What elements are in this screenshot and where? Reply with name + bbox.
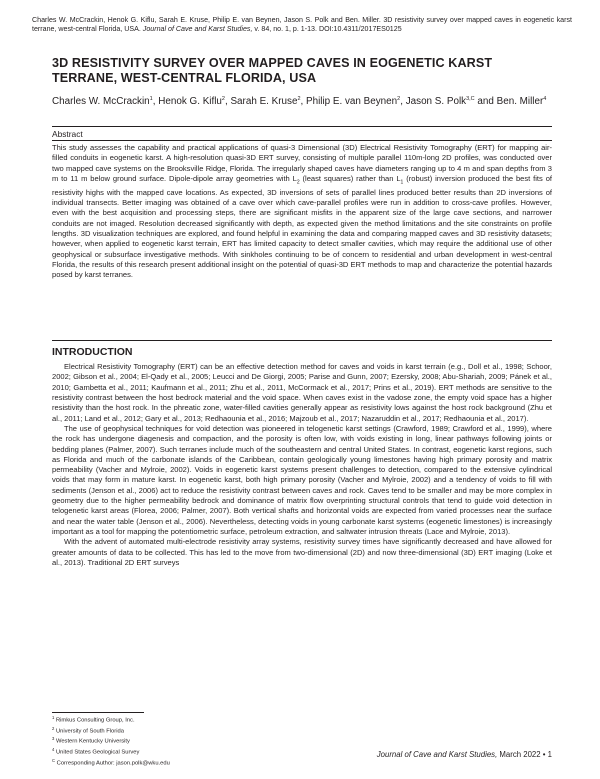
footnote: $^C$ Corresponding Author: jason.polk@wku.edu <box>52 757 170 767</box>
page-footer <box>377 750 552 760</box>
introduction-body <box>52 362 552 568</box>
author-name: Henok G. Kiflu <box>158 96 222 107</box>
abstract-heading: Abstract <box>52 128 552 141</box>
author-name: Jason S. Polk <box>405 96 467 107</box>
footer-date-page: March 2022 • 1 <box>499 750 552 759</box>
article-title: 3D RESISTIVITY SURVEY OVER MAPPED CAVES IN EOGENETIC KARST TERRANE, WEST-CENTRAL FLORIDA, USA <box>52 56 493 86</box>
intro-paragraph: Electrical Resistivity Tomography (ERT) can be an effective detection method for caves and voids in karst terrain (e.g., Doll et al., 1998; Schoor, 2002; Gibson et al., 2004; El-Qady et al., 2005; Leucci and De Giorgi, 2005; Parise and Gunn, 2007; Ezersky, 2008; Abu-Shariah, 2009; Pánek et al., 2010; Gambetta et al., 2011; Kaufmann et al., 2011; Zhu et al., 2011, McCormack et al., 2017; Prins et al., 2019). ERT methods are sensitive to the resistivity contrast between the host bedrock material and the void space. When caves exist in the vadose zone, the empty void space has a higher resistivity than the host rock. In the phreatic zone, water-filled cavities generally appear as resistivity lows against the host rock background (Zhu et al., 2011; Land et al., 2012; Gary et al., 2013; Redhaounia et al., 2016; Majzoub et al., 2017; Nazaruddin et al., 2017; Redhaounia et al., 2017). <box>52 362 552 423</box>
author-affiliation-mark: 3,C <box>466 96 475 102</box>
intro-paragraph: With the advent of automated multi-electrode resistivity array systems, resistivity survey times have significantly decreased and have allowed for greater amounts of data to be collected. This has led to the move from two-dimensional (2D) and now three-dimensional (3D) ERT imaging (Loke et al., 2013). Traditional 2D ERT surveys <box>52 537 552 567</box>
running-head <box>32 16 572 33</box>
footnote: $^4$ United States Geological Survey <box>52 747 140 756</box>
author-name: Philip E. van Beynen <box>306 96 398 107</box>
abstract-text: This study assesses the capability and practical applications of quasi-3 Dimensional (3D) Electrical Resistivity Tomography (ERT) for mapping air-filled conduits in eogenetic karst. A high-resolution quasi-3D ERT survey, consisting of multiple parallel 110m-long 2D profiles, was conducted over two mapped cave systems on the Brooksville Ridge, Florida. The irregularly shaped caves have diameters ranging up to 4 m and span depths from 3 m to 11 m below ground surface. Dipole-dipole array geometries with $L_2$ (least squares) rather than $L_1$ (robust) inversion produced the best fits of resistivity highs with the mapped cave locations. As expected, 3D inversions of sets of parallel lines produced better results than 2D inversions of individual transects. Better imaging was obtained of a cave over which cave-parallel profiles were run in addition to cross-cave profiles. However, even with the best acquisition and processing steps, there are significant misfits in the apparent size of the large cave sections, and narrower conduits are not imaged. Resolution decreased significantly with depth, as expected given the method limitations and the site constraints on profile lengths. 3D visualization techniques are explored, and found helpful in examining the data and comparing mapped caves and 3D resistivity datasets; however, when applied to eogenetic karst terrain, ERT has limited capacity to detect smaller cavities, which may require the additional use of other geophysical or subsurface investigative methods. With sinkholes continuing to be of concern to residential and urban development in west-central Florida, the results of this research present additional insight on the potential of quasi-3D ERT methods to map and characterize the potential hazards posed by karst terranes. <box>52 143 552 280</box>
introduction-heading: INTRODUCTION <box>52 346 133 358</box>
running-head-authors: Charles W. McCrackin, Henok G. Kiflu, Sarah E. Kruse, Philip E. van Beynen, Jason S. Polk and Ben. Miller. <box>32 16 381 24</box>
footnotes <box>52 714 352 768</box>
author-affiliation-mark: 1 <box>149 96 153 102</box>
running-head-citation: v. 84, no. 1, p. 1-13. DOI:10.4311/2017ES0125 <box>254 24 402 33</box>
intro-paragraph: The use of geophysical techniques for void detection was pioneered in telogenetic karst settings (Crawford, 1989; Crawford et al., 1999), where the rock has undergone diagenesis and compaction, and the porosity is often low, with voids existing in long, linear pathways following joints or bedding planes (Palmer, 2007). Such terranes include much of the southeastern and central United States. In contrast, eogenetic karst regions, such as Florida and much of the carbonate islands of the Caribbean, contain geologically young limestones having high primary porosity and matrix permeability (Vacher and Mylroie, 2002). Voids in eogenetic karst systems present challenges to detection, compared to the extensive cylindrical voids that may form in mature karst. In eogenetic karst, both high primary porosity (Vacher and Mylroie, 2002) and a tendency of voids to fill with sediments (Jenson et al., 2006) act to reduce the resistivity contrast between caves and rock. Caves tend to be smaller and may be more complex in geometry due to the higher permeability bedrock and dominance of matrix flow overprinting structural controls that tend to guide void detection in telogenetic karst areas (Florea, 2006; Palmer, 2007). Both vertical shafts and horizontal voids are expected from varied processes near the surface and near the water table (Jenson et al., 2006). Nevertheless, detecting voids in young carbonate karst systems (eogenetic limestones) is increasingly important as a tool for mapping the potentiometric surface, petroleum extraction, and saltwater intrusion threats (Lace and Mylroie, 2013). <box>52 423 552 536</box>
author-affiliation-mark: 4 <box>543 96 547 102</box>
author-affiliation-mark: 2 <box>397 96 401 102</box>
footnote-divider <box>52 712 144 713</box>
running-head-title: 3D resistivity survey over mapped caves in eogenetic karst terrane, west-central Florida, USA. <box>32 16 572 33</box>
author-name: Charles W. McCrackin <box>52 96 150 107</box>
footnote: $^3$ Western Kentucky University <box>52 736 130 745</box>
footer-journal: Journal of Cave and Karst Studies, <box>376 750 498 759</box>
footnote: $^2$ University of South Florida <box>52 725 124 735</box>
abstract-box <box>52 126 552 341</box>
running-head-journal: Journal of Cave and Karst Studies, <box>142 24 253 33</box>
author-affiliation-mark: 2 <box>297 96 301 102</box>
author-affiliation-mark: 2 <box>221 96 225 102</box>
author-name: Sarah E. Kruse <box>230 96 298 107</box>
footnote: $^1$ Rimkus Consulting Group, Inc. <box>52 715 135 724</box>
author-name: Ben. Miller <box>496 96 544 107</box>
author-list: Charles W. McCrackin$^1$, Henok G. Kiflu$^2$, Sarah E. Kruse$^2$, Philip E. van Beynen$^2$, Jason S. Polk$^{3,C}$ and Ben. Miller$^4$ <box>52 96 547 107</box>
